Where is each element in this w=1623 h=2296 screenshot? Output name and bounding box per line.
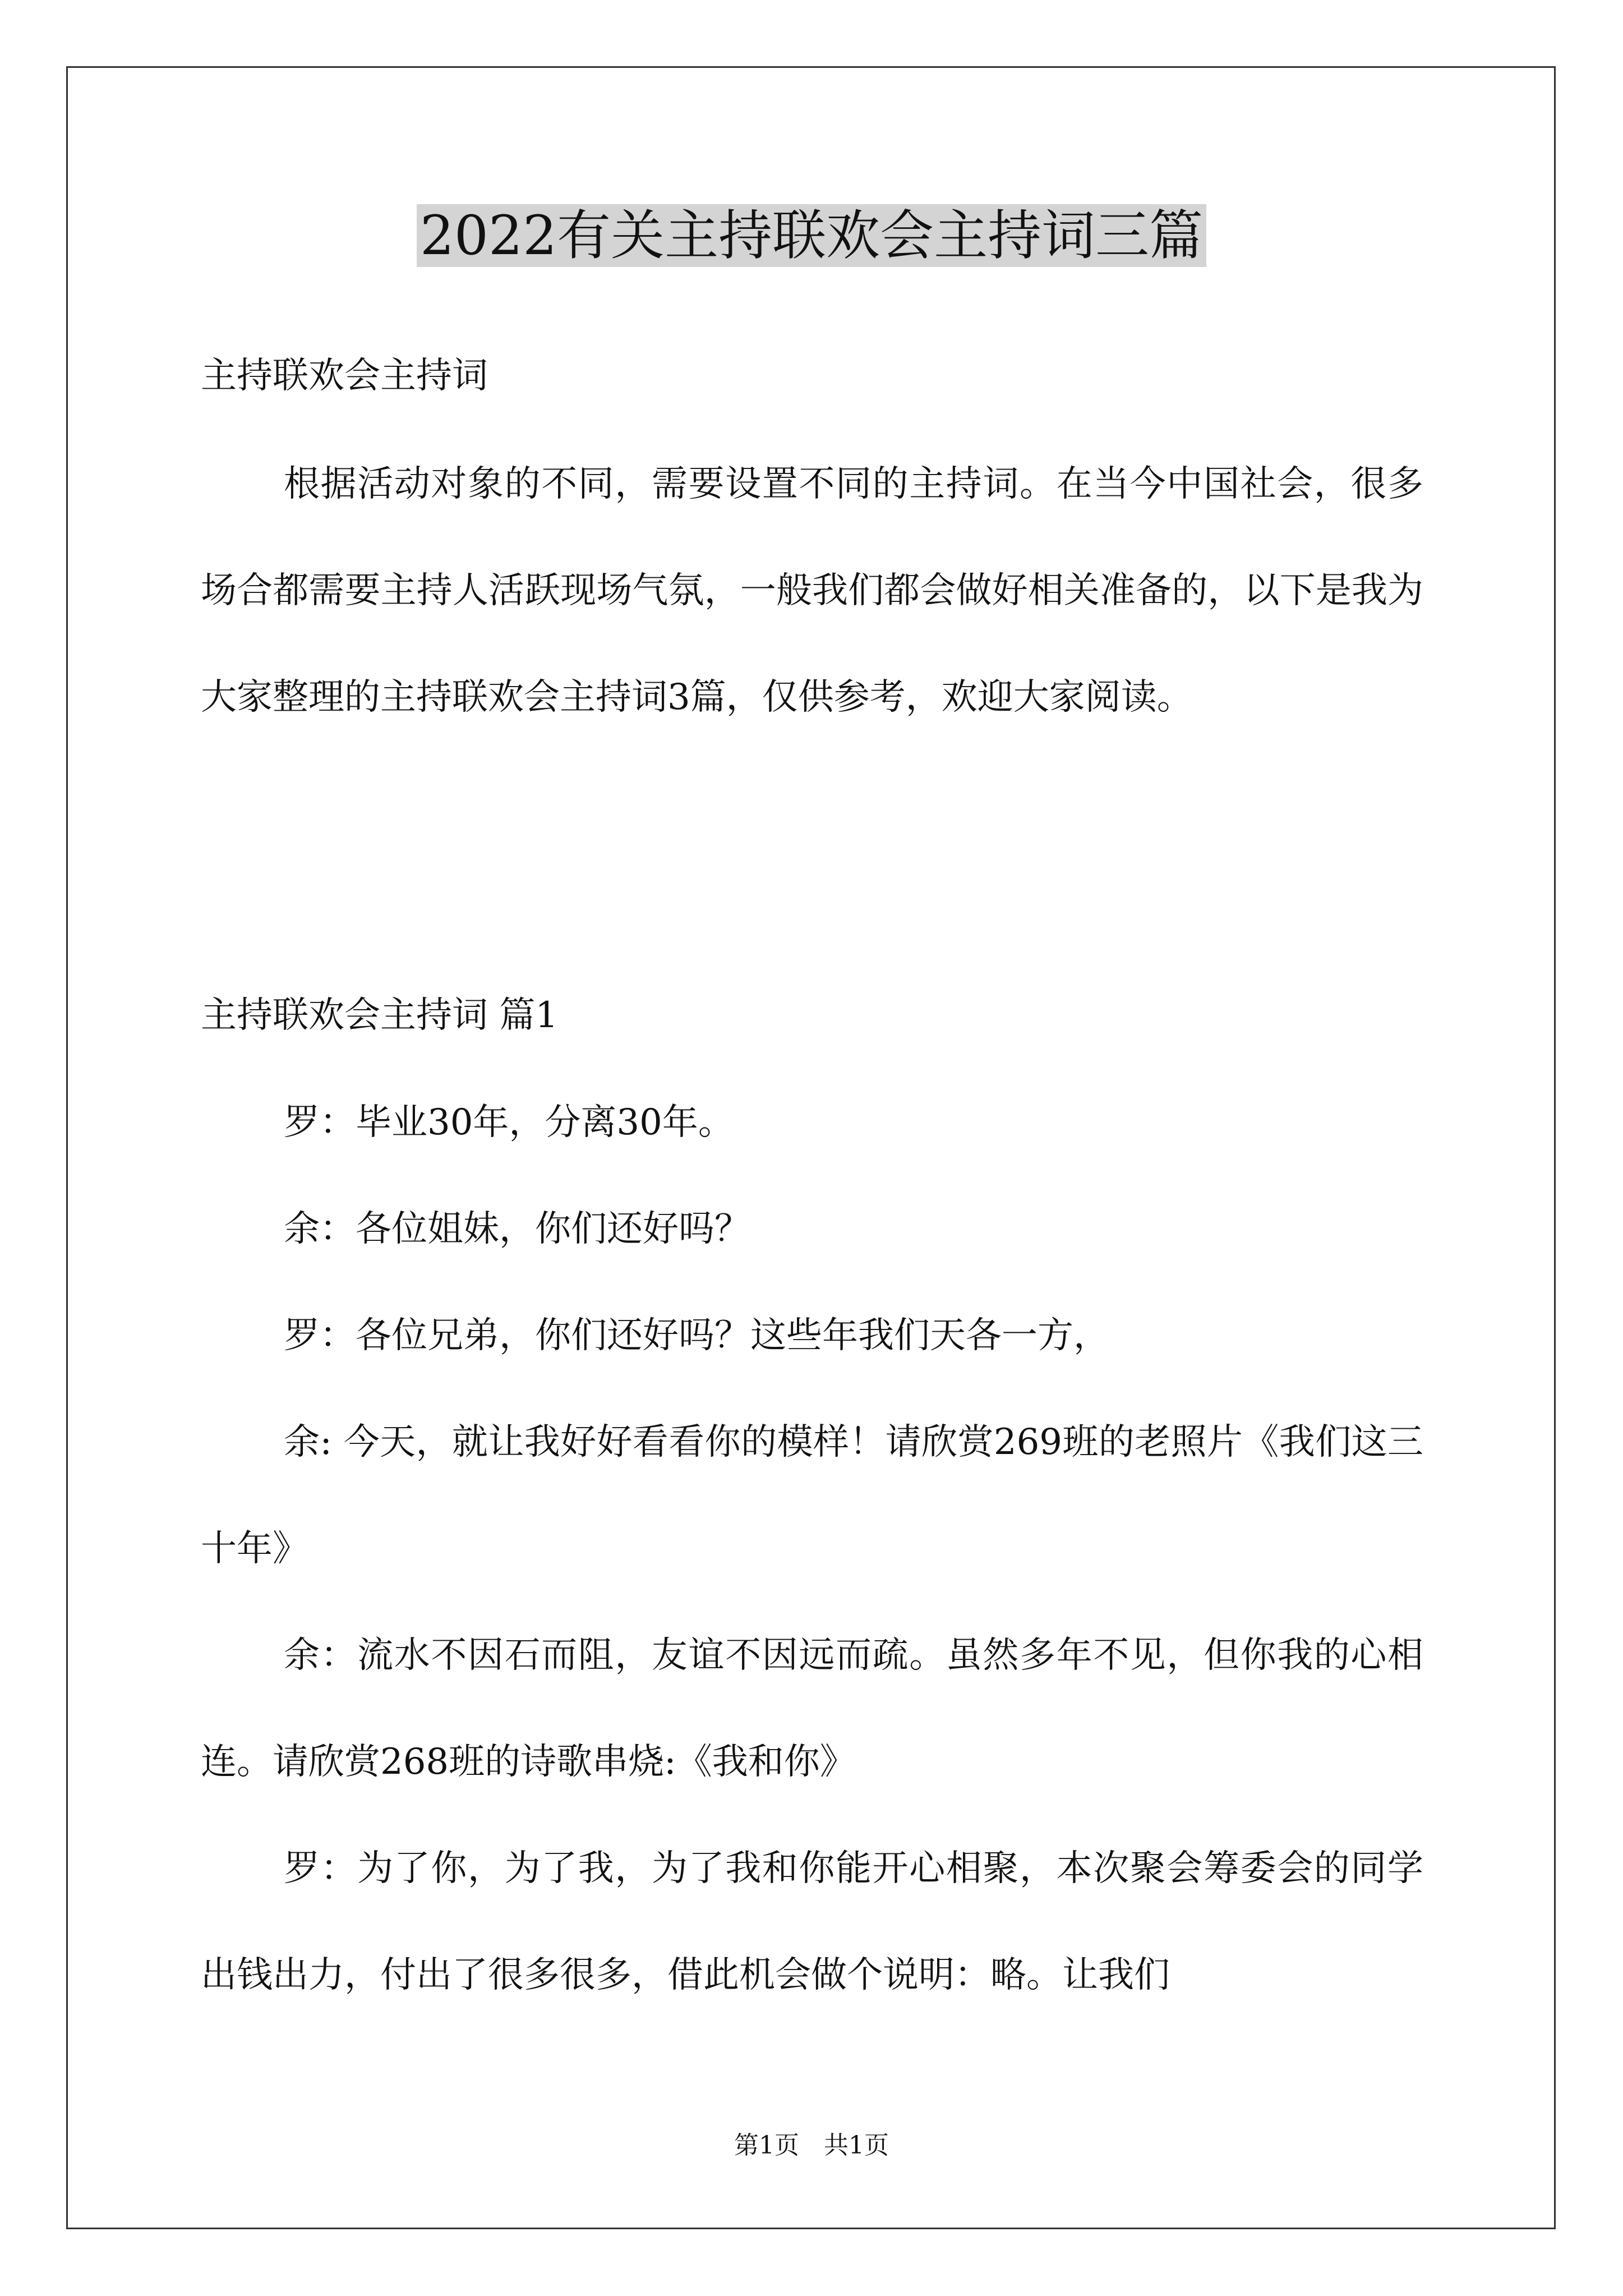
dialogue-line-6: 罗：为了你，为了我，为了我和你能开心相聚，本次聚会筹委会的同学出钱出力，付出了很多很多，借此机会做个说明：略。让我们	[201, 1848, 1423, 1996]
dialogue-line-1: 罗：毕业30年，分离30年。	[284, 1102, 734, 1143]
dialogue-line-2: 余：各位姐妹，你们还好吗？	[284, 1208, 750, 1250]
section-heading: 主持联欢会主持词	[201, 355, 488, 397]
document-title-text: 2022有关主持联欢会主持词三篇	[417, 204, 1206, 267]
document-title	[0, 202, 1623, 269]
dialogue-line-4: 余: 今天，就让我好好看看你的模样！请欣赏269班的老照片《我们这三十年》	[201, 1421, 1423, 1570]
intro-paragraph: 根据活动对象的不同，需要设置不同的主持词。在当今中国社会，很多场合都需要主持人活跃现场气氛，一般我们都会做好相关准备的，以下是我为大家整理的主持联欢会主持词3篇，仅供参考，欢迎大家阅读。	[201, 463, 1423, 718]
page-footer	[0, 2129, 1623, 2162]
dialogue-line-3: 罗：各位兄弟，你们还好吗？这些年我们天各一方，	[284, 1315, 1109, 1356]
part-heading: 主持联欢会主持词 篇1	[201, 995, 559, 1036]
page-number: 第1页	[734, 2131, 799, 2160]
page-total: 共1页	[824, 2131, 889, 2160]
dialogue-line-5: 余：流水不因石而阻，友谊不因远而疏。虽然多年不见，但你我的心相连。请欣赏268班的诗歌串烧:《我和你》	[201, 1635, 1423, 1783]
